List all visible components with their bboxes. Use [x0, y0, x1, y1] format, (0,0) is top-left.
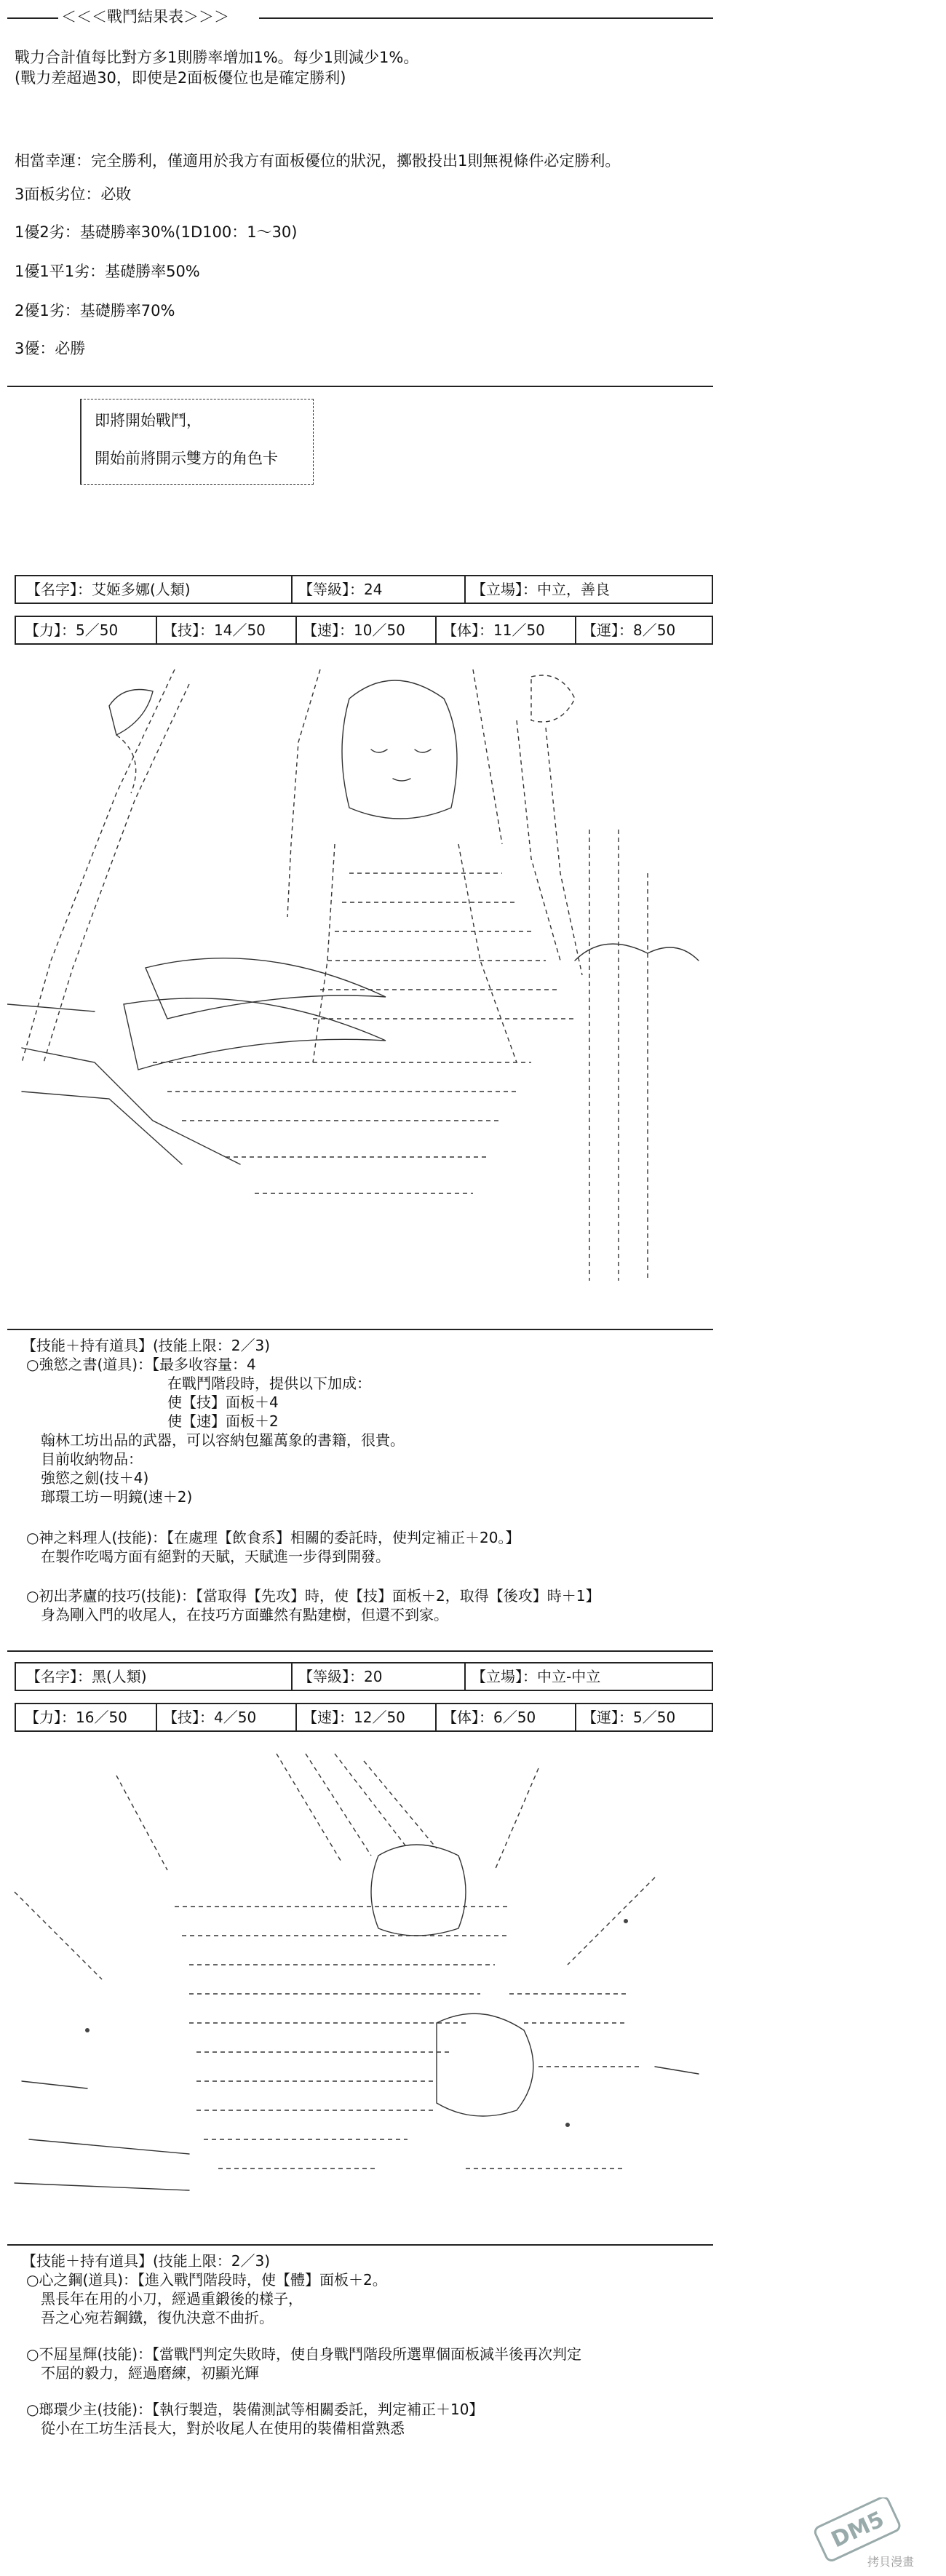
card1-stats-bar	[15, 616, 713, 645]
card2-stat-luck: 【運】：5／50	[582, 1709, 676, 1726]
card1-skill-line: 身為剛入門的收尾人，在技巧方面雖然有點建樹，但還不到家。	[41, 1606, 448, 1623]
outcome-line: 3優：必勝	[15, 340, 86, 357]
card2-stats-bar	[15, 1703, 713, 1732]
outcome-line: 3面板劣位：必敗	[15, 186, 132, 203]
bar-divider	[291, 1663, 293, 1690]
card2-stance: 【立場】：中立-中立	[472, 1668, 601, 1685]
card1-stance: 【立場】：中立，善良	[472, 581, 610, 598]
bar-divider	[575, 617, 576, 643]
card2-skills-header: 【技能＋持有道具】(技能上限：2／3)	[22, 2252, 271, 2270]
card2-skills-top-rule	[7, 2244, 713, 2246]
bar-divider	[156, 617, 157, 643]
bar-divider	[15, 1704, 16, 1730]
results-table-bottom-rule	[7, 386, 713, 387]
bar-divider	[712, 1663, 713, 1690]
bar-divider	[464, 576, 466, 603]
card1-character-art	[7, 655, 720, 1281]
header-rule-right	[259, 17, 713, 19]
notice-box	[80, 399, 314, 485]
card1-skill-line: 目前收納物品：	[41, 1450, 143, 1468]
card1-level: 【等級】：24	[298, 581, 383, 598]
card1-name: 【名字】：艾姬多娜(人類)	[26, 581, 191, 598]
watermark-caption: 拷貝漫畫	[867, 2555, 915, 2569]
card2-skill-line: ○不屈星輝(技能)：【當戰鬥判定失敗時，使自身戰鬥階段所選單個面板減半後再次判定	[26, 2345, 582, 2363]
card1-skill-line: 在製作吃喝方面有絕對的天賦，天賦進一步得到開發。	[41, 1548, 390, 1565]
special-rule: 相當幸運：完全勝利，僅適用於我方有面板優位的狀況，擲骰投出1則無視條件必定勝利。	[15, 152, 621, 170]
notice-line-1: 即將開始戰鬥，	[95, 412, 202, 429]
bar-divider	[435, 1704, 437, 1730]
card2-skill-line: 吾之心宛若鋼鐵，復仇決意不曲折。	[41, 2309, 274, 2326]
card1-info-bar	[15, 575, 713, 604]
card2-skill-line: ○心之鋼(道具)：【進入戰鬥階段時，使【體】面板＋2。	[26, 2271, 387, 2289]
card2-stat-tech: 【技】：4／50	[163, 1709, 257, 1726]
bar-divider	[435, 617, 437, 643]
card1-skill-line: ○強慾之書(道具)：【最多收容量：4	[26, 1356, 256, 1373]
header-rule-left	[7, 17, 58, 19]
card1-stat-tech: 【技】：14／50	[163, 621, 266, 639]
card1-skill-line: 翰林工坊出品的武器，可以容納包羅萬象的書籍，很貴。	[41, 1431, 405, 1449]
rule-line-1: 戰力合計值每比對方多1則勝率增加1%。每少1則減少1%。	[15, 49, 419, 66]
bar-divider	[712, 576, 713, 603]
bar-divider	[291, 576, 293, 603]
card1-skill-line: ○神之料理人(技能)：【在處理【飲食系】相關的委託時，使判定補正＋20。】	[26, 1529, 520, 1546]
bar-divider	[712, 617, 713, 643]
bar-divider	[575, 1704, 576, 1730]
card2-skill-line: ○瑯環少主(技能)：【執行製造，裝備測試等相關委託，判定補正＋10】	[26, 2401, 484, 2418]
card2-skill-line: 從小在工坊生活長大，對於收尾人在使用的裝備相當熟悉	[41, 2420, 405, 2437]
card1-skill-line: 使【技】面板＋4	[167, 1394, 279, 1411]
outcome-line: 1優2劣：基礎勝率30%(1D100：1～30)	[15, 223, 298, 241]
rule-line-2: (戰力差超過30，即使是2面板優位也是確定勝利)	[15, 69, 346, 87]
card1-stat-luck: 【運】：8／50	[582, 621, 676, 639]
bar-divider	[15, 617, 16, 643]
card2-top-rule	[7, 1650, 713, 1652]
notice-line-2: 開始前將開示雙方的角色卡	[95, 450, 278, 467]
bar-divider	[295, 1704, 297, 1730]
card1-stat-body: 【体】：11／50	[442, 621, 545, 639]
bar-divider	[15, 576, 16, 603]
card2-skill-line: 黑長年在用的小刀，經過重鍛後的樣子，	[41, 2290, 303, 2307]
watermark-logo	[782, 2497, 934, 2570]
bar-divider	[15, 1663, 16, 1690]
card2-stat-spd: 【速】：12／50	[303, 1709, 405, 1726]
card1-stat-str: 【力】：5／50	[25, 621, 119, 639]
outcome-line: 2優1劣：基礎勝率70%	[15, 302, 175, 319]
card2-stat-body: 【体】：6／50	[442, 1709, 536, 1726]
bar-divider	[295, 617, 297, 643]
card2-skill-line: 不屈的毅力，經過磨練，初顯光輝	[41, 2364, 259, 2382]
card1-skills-top-rule	[7, 1329, 713, 1330]
card1-skill-line: ○初出茅廬的技巧(技能)：【當取得【先攻】時，使【技】面板＋2，取得【後攻】時＋1】	[26, 1587, 600, 1605]
bar-divider	[464, 1663, 466, 1690]
outcome-line: 1優1平1劣：基礎勝率50%	[15, 263, 200, 280]
card1-skill-line: 瑯環工坊－明鏡(速＋2)	[41, 1488, 193, 1506]
card1-skill-line: 在戰鬥階段時，提供以下加成：	[167, 1375, 371, 1392]
card1-skills-header: 【技能＋持有道具】(技能上限：2／3)	[22, 1337, 271, 1354]
card2-stat-str: 【力】：16／50	[25, 1709, 127, 1726]
page-title: ＜＜＜戰鬥結果表＞＞＞	[61, 8, 229, 25]
card1-skill-line: 強慾之劍(技＋4)	[41, 1469, 149, 1487]
card1-stat-spd: 【速】：10／50	[303, 621, 405, 639]
watermark-logo-text: DM5	[827, 2506, 889, 2553]
card1-skill-line: 使【速】面板＋2	[167, 1412, 279, 1430]
bar-divider	[712, 1704, 713, 1730]
card2-info-bar	[15, 1662, 713, 1691]
bar-divider	[156, 1704, 157, 1730]
card2-name: 【名字】：黑(人類)	[26, 1668, 147, 1685]
card2-character-art	[0, 1746, 720, 2212]
card2-level: 【等級】：20	[298, 1668, 383, 1685]
